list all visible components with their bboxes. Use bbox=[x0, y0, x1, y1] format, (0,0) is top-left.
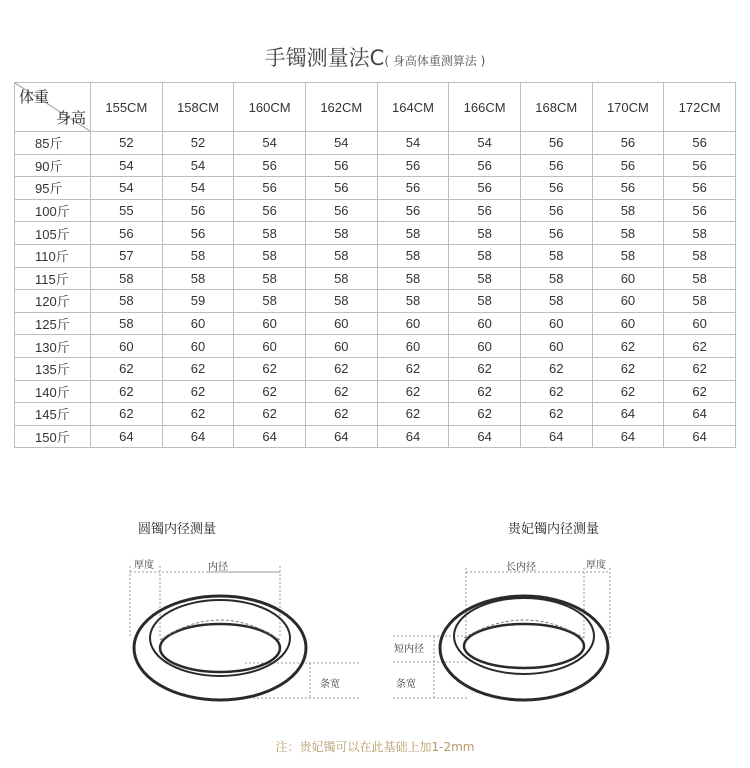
weight-cell: 130斤 bbox=[15, 335, 91, 358]
size-cell: 54 bbox=[91, 154, 163, 177]
thickness-label: 厚度 bbox=[134, 560, 154, 571]
size-cell: 58 bbox=[449, 267, 521, 290]
round-bangle-diagram bbox=[120, 510, 370, 710]
size-cell: 62 bbox=[162, 380, 234, 403]
corner-cell bbox=[15, 83, 91, 132]
corner-weight-label: 体重 bbox=[19, 88, 50, 106]
size-cell: 62 bbox=[377, 380, 449, 403]
size-cell: 54 bbox=[91, 177, 163, 200]
size-cell: 64 bbox=[592, 425, 664, 448]
size-cell: 58 bbox=[664, 267, 736, 290]
size-cell: 56 bbox=[664, 154, 736, 177]
size-cell: 58 bbox=[91, 290, 163, 313]
size-cell: 62 bbox=[449, 403, 521, 426]
size-cell: 56 bbox=[305, 154, 377, 177]
weight-cell: 140斤 bbox=[15, 380, 91, 403]
weight-cell: 95斤 bbox=[15, 177, 91, 200]
size-cell: 62 bbox=[91, 380, 163, 403]
size-cell: 62 bbox=[162, 403, 234, 426]
size-cell: 62 bbox=[305, 357, 377, 380]
size-cell: 60 bbox=[162, 335, 234, 358]
size-cell: 56 bbox=[234, 154, 306, 177]
size-cell: 60 bbox=[305, 312, 377, 335]
size-cell: 54 bbox=[162, 177, 234, 200]
table-row bbox=[15, 177, 736, 200]
band-width-label: 条宽 bbox=[320, 679, 340, 690]
size-cell: 54 bbox=[162, 154, 234, 177]
size-cell: 54 bbox=[234, 132, 306, 155]
size-cell: 52 bbox=[91, 132, 163, 155]
weight-cell: 150斤 bbox=[15, 425, 91, 448]
size-cell: 60 bbox=[234, 335, 306, 358]
column-header: 158CM bbox=[162, 83, 234, 132]
size-cell: 62 bbox=[305, 403, 377, 426]
size-cell: 62 bbox=[592, 357, 664, 380]
table-header-row bbox=[15, 83, 736, 132]
size-cell: 58 bbox=[377, 267, 449, 290]
size-cell: 56 bbox=[520, 222, 592, 245]
inner-diameter-label: 内径 bbox=[208, 562, 228, 573]
size-cell: 60 bbox=[592, 290, 664, 313]
size-cell: 62 bbox=[520, 380, 592, 403]
size-cell: 58 bbox=[162, 267, 234, 290]
table-row bbox=[15, 403, 736, 426]
size-cell: 56 bbox=[664, 199, 736, 222]
size-cell: 58 bbox=[664, 222, 736, 245]
table-body bbox=[15, 132, 736, 448]
size-cell: 62 bbox=[664, 380, 736, 403]
size-cell: 58 bbox=[520, 290, 592, 313]
corner-height-label: 身高 bbox=[55, 109, 86, 127]
size-cell: 56 bbox=[449, 177, 521, 200]
size-cell: 58 bbox=[305, 267, 377, 290]
size-cell: 62 bbox=[520, 403, 592, 426]
size-cell: 60 bbox=[377, 312, 449, 335]
column-header: 172CM bbox=[664, 83, 736, 132]
size-cell: 56 bbox=[449, 199, 521, 222]
weight-cell: 110斤 bbox=[15, 244, 91, 267]
size-cell: 62 bbox=[234, 357, 306, 380]
size-cell: 58 bbox=[91, 312, 163, 335]
size-cell: 58 bbox=[592, 222, 664, 245]
table-row bbox=[15, 380, 736, 403]
size-cell: 58 bbox=[664, 290, 736, 313]
weight-cell: 135斤 bbox=[15, 357, 91, 380]
weight-cell: 100斤 bbox=[15, 199, 91, 222]
size-cell: 56 bbox=[520, 132, 592, 155]
size-cell: 64 bbox=[592, 403, 664, 426]
round-bangle-title: 圆镯内径测量 bbox=[138, 522, 217, 537]
size-cell: 58 bbox=[520, 244, 592, 267]
size-cell: 60 bbox=[305, 335, 377, 358]
size-cell: 60 bbox=[162, 312, 234, 335]
size-cell: 62 bbox=[449, 380, 521, 403]
size-cell: 64 bbox=[664, 425, 736, 448]
weight-cell: 90斤 bbox=[15, 154, 91, 177]
oval-thickness-label: 厚度 bbox=[586, 560, 606, 571]
title-sub: ( 身高体重测算法 ) bbox=[384, 54, 486, 68]
size-cell: 64 bbox=[664, 403, 736, 426]
table-row bbox=[15, 425, 736, 448]
table-row bbox=[15, 312, 736, 335]
size-cell: 60 bbox=[377, 335, 449, 358]
short-inner-label: 短内径 bbox=[394, 644, 424, 655]
table-row bbox=[15, 244, 736, 267]
size-cell: 58 bbox=[305, 222, 377, 245]
size-cell: 54 bbox=[305, 132, 377, 155]
size-cell: 56 bbox=[592, 177, 664, 200]
size-cell: 60 bbox=[91, 335, 163, 358]
column-header: 155CM bbox=[91, 83, 163, 132]
size-cell: 58 bbox=[234, 222, 306, 245]
size-cell: 58 bbox=[377, 244, 449, 267]
size-cell: 54 bbox=[377, 132, 449, 155]
size-cell: 62 bbox=[449, 357, 521, 380]
size-cell: 64 bbox=[162, 425, 234, 448]
size-cell: 56 bbox=[234, 199, 306, 222]
size-cell: 60 bbox=[234, 312, 306, 335]
table-row bbox=[15, 132, 736, 155]
weight-cell: 105斤 bbox=[15, 222, 91, 245]
table-row bbox=[15, 199, 736, 222]
size-cell: 58 bbox=[449, 244, 521, 267]
size-cell: 56 bbox=[520, 177, 592, 200]
weight-cell: 145斤 bbox=[15, 403, 91, 426]
size-cell: 62 bbox=[377, 403, 449, 426]
size-cell: 62 bbox=[234, 403, 306, 426]
size-cell: 54 bbox=[449, 132, 521, 155]
oval-bangle-drawing bbox=[388, 510, 628, 710]
size-cell: 56 bbox=[592, 132, 664, 155]
column-header: 160CM bbox=[234, 83, 306, 132]
size-cell: 62 bbox=[234, 380, 306, 403]
size-cell: 56 bbox=[664, 177, 736, 200]
column-header: 170CM bbox=[592, 83, 664, 132]
size-cell: 55 bbox=[91, 199, 163, 222]
size-cell: 62 bbox=[377, 357, 449, 380]
size-cell: 56 bbox=[162, 222, 234, 245]
size-cell: 56 bbox=[592, 154, 664, 177]
size-cell: 56 bbox=[449, 154, 521, 177]
size-cell: 62 bbox=[91, 357, 163, 380]
size-cell: 64 bbox=[305, 425, 377, 448]
weight-cell: 120斤 bbox=[15, 290, 91, 313]
table-row bbox=[15, 335, 736, 358]
size-cell: 52 bbox=[162, 132, 234, 155]
size-cell: 58 bbox=[91, 267, 163, 290]
size-cell: 58 bbox=[592, 199, 664, 222]
size-cell: 62 bbox=[91, 403, 163, 426]
size-cell: 60 bbox=[664, 312, 736, 335]
size-table bbox=[14, 82, 736, 448]
weight-cell: 125斤 bbox=[15, 312, 91, 335]
size-cell: 58 bbox=[449, 222, 521, 245]
size-cell: 60 bbox=[592, 312, 664, 335]
size-cell: 56 bbox=[377, 154, 449, 177]
size-cell: 56 bbox=[162, 199, 234, 222]
size-cell: 58 bbox=[305, 244, 377, 267]
size-cell: 60 bbox=[592, 267, 664, 290]
footnote: 注：贵妃镯可以在此基础上加1-2mm bbox=[275, 740, 475, 754]
size-cell: 56 bbox=[305, 199, 377, 222]
oval-band-width-label: 条宽 bbox=[396, 679, 416, 690]
size-cell: 58 bbox=[234, 267, 306, 290]
table-row bbox=[15, 222, 736, 245]
size-cell: 64 bbox=[91, 425, 163, 448]
oval-bangle-diagram bbox=[388, 510, 628, 710]
size-cell: 56 bbox=[91, 222, 163, 245]
size-cell: 62 bbox=[592, 335, 664, 358]
size-cell: 62 bbox=[664, 357, 736, 380]
size-cell: 60 bbox=[449, 335, 521, 358]
weight-cell: 85斤 bbox=[15, 132, 91, 155]
size-cell: 58 bbox=[520, 267, 592, 290]
size-cell: 64 bbox=[234, 425, 306, 448]
size-cell: 56 bbox=[377, 177, 449, 200]
size-cell: 56 bbox=[377, 199, 449, 222]
size-cell: 58 bbox=[377, 222, 449, 245]
size-cell: 58 bbox=[664, 244, 736, 267]
size-cell: 64 bbox=[520, 425, 592, 448]
size-cell: 58 bbox=[377, 290, 449, 313]
table-row bbox=[15, 290, 736, 313]
size-cell: 58 bbox=[449, 290, 521, 313]
table-row bbox=[15, 267, 736, 290]
size-cell: 60 bbox=[520, 335, 592, 358]
size-cell: 62 bbox=[162, 357, 234, 380]
size-cell: 62 bbox=[520, 357, 592, 380]
size-cell: 56 bbox=[520, 199, 592, 222]
column-header: 162CM bbox=[305, 83, 377, 132]
title-main: 手镯测量法C bbox=[264, 46, 385, 70]
size-cell: 62 bbox=[664, 335, 736, 358]
size-cell: 56 bbox=[305, 177, 377, 200]
size-cell: 57 bbox=[91, 244, 163, 267]
table-row bbox=[15, 154, 736, 177]
size-cell: 64 bbox=[449, 425, 521, 448]
column-header: 164CM bbox=[377, 83, 449, 132]
size-cell: 58 bbox=[305, 290, 377, 313]
table-row bbox=[15, 357, 736, 380]
size-cell: 59 bbox=[162, 290, 234, 313]
size-cell: 58 bbox=[592, 244, 664, 267]
size-cell: 58 bbox=[234, 290, 306, 313]
size-cell: 58 bbox=[234, 244, 306, 267]
size-cell: 60 bbox=[449, 312, 521, 335]
weight-cell: 115斤 bbox=[15, 267, 91, 290]
long-inner-label: 长内径 bbox=[506, 562, 536, 573]
size-cell: 62 bbox=[592, 380, 664, 403]
size-cell: 58 bbox=[162, 244, 234, 267]
size-cell: 60 bbox=[520, 312, 592, 335]
oval-bangle-title: 贵妃镯内径测量 bbox=[508, 522, 600, 537]
size-cell: 56 bbox=[664, 132, 736, 155]
size-cell: 56 bbox=[234, 177, 306, 200]
page-title bbox=[0, 42, 750, 72]
size-cell: 56 bbox=[520, 154, 592, 177]
size-cell: 62 bbox=[305, 380, 377, 403]
column-header: 166CM bbox=[449, 83, 521, 132]
size-cell: 64 bbox=[377, 425, 449, 448]
column-header: 168CM bbox=[520, 83, 592, 132]
